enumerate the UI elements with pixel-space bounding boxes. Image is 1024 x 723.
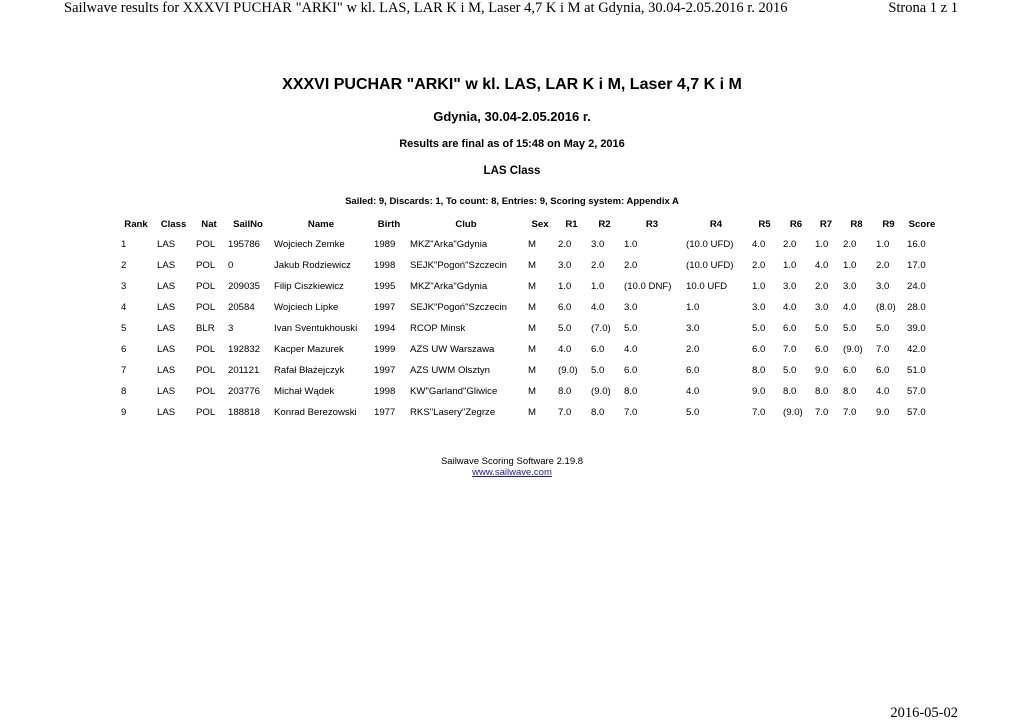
cell-r7: 1.0 [815, 239, 829, 250]
cell-r8: 1.0 [843, 260, 857, 271]
cell-name: Michał Wądek [274, 386, 335, 397]
cell-r5: 4.0 [752, 239, 766, 250]
cell-r2: (9.0) [591, 386, 611, 397]
cell-class: LAS [157, 239, 176, 250]
cell-class: LAS [157, 260, 176, 271]
cell-nat: POL [196, 260, 216, 271]
cell-r8: 2.0 [843, 239, 857, 250]
cell-club: RKS"Lasery"Zegrze [410, 407, 496, 418]
cell-r1: 2.0 [558, 239, 572, 250]
cell-r4: 10.0 UFD [686, 281, 728, 292]
cell-nat: POL [196, 302, 216, 313]
column-header-sex: Sex [531, 218, 549, 230]
table-row [118, 297, 940, 318]
cell-r2: 4.0 [591, 302, 605, 313]
cell-r3: 8.0 [624, 386, 638, 397]
cell-class: LAS [157, 323, 176, 334]
cell-r7: 8.0 [815, 386, 829, 397]
event-venue: Gdynia, 30.04-2.05.2016 r. [433, 109, 591, 124]
cell-r5: 5.0 [752, 323, 766, 334]
cell-score: 16.0 [907, 239, 926, 250]
column-header-r8: R8 [850, 218, 863, 230]
table-row [118, 318, 940, 339]
cell-r9: 7.0 [876, 344, 890, 355]
column-header-r3: R3 [645, 218, 659, 230]
cell-r8: 5.0 [843, 323, 857, 334]
cell-score: 57.0 [907, 407, 926, 418]
column-header-class: Class [160, 218, 187, 230]
cell-sex: M [528, 323, 536, 334]
cell-name: Wojciech Lipke [274, 302, 339, 313]
cell-r6: 1.0 [783, 260, 797, 271]
cell-r4: 6.0 [686, 365, 700, 376]
cell-club: RCOP Minsk [410, 323, 466, 334]
cell-score: 51.0 [907, 365, 926, 376]
cell-r2: 5.0 [591, 365, 605, 376]
cell-r3: 3.0 [624, 302, 638, 313]
cell-score: 17.0 [907, 260, 926, 271]
cell-class: LAS [157, 302, 176, 313]
cell-r4: 4.0 [686, 386, 700, 397]
cell-sex: M [528, 386, 536, 397]
cell-r3: (10.0 DNF) [624, 281, 672, 292]
cell-r4: 2.0 [686, 344, 700, 355]
cell-class: LAS [157, 281, 176, 292]
table-row [118, 255, 940, 276]
cell-r4: 3.0 [686, 323, 700, 334]
class-heading: LAS Class [483, 165, 541, 177]
cell-r6: 6.0 [783, 323, 797, 334]
cell-birth: 1997 [374, 302, 396, 313]
column-header-sailno: SailNo [233, 218, 263, 230]
cell-r9: (8.0) [876, 302, 896, 313]
column-header-r2: R2 [598, 218, 611, 230]
cell-r3: 2.0 [624, 260, 638, 271]
cell-score: 28.0 [907, 302, 926, 313]
column-header-score: Score [908, 218, 936, 230]
table-row [118, 381, 940, 402]
cell-r2: 1.0 [591, 281, 605, 292]
cell-sailno: 192832 [228, 344, 261, 355]
cell-rank: 2 [121, 260, 127, 271]
cell-name: Jakub Rodziewicz [274, 260, 351, 271]
cell-r9: 1.0 [876, 239, 890, 250]
cell-r2: 6.0 [591, 344, 605, 355]
software-credit: Sailwave Scoring Software 2.19.8 [440, 456, 584, 467]
cell-r8: 4.0 [843, 302, 857, 313]
table-row [118, 234, 940, 255]
cell-birth: 1994 [374, 323, 396, 334]
cell-r1: 5.0 [558, 323, 572, 334]
cell-r5: 3.0 [752, 302, 766, 313]
cell-r3: 7.0 [624, 407, 638, 418]
cell-r9: 6.0 [876, 365, 890, 376]
cell-club: MKZ"Arka"Gdynia [410, 281, 488, 292]
cell-r8: (9.0) [843, 344, 863, 355]
cell-club: SEJK"Pogoń"Szczecin [410, 302, 507, 313]
cell-sailno: 0 [228, 260, 234, 271]
cell-r2: 8.0 [591, 407, 605, 418]
cell-rank: 8 [121, 386, 127, 397]
cell-r1: (9.0) [558, 365, 578, 376]
results-table [118, 214, 940, 423]
cell-r9: 4.0 [876, 386, 890, 397]
cell-r7: 5.0 [815, 323, 829, 334]
cell-class: LAS [157, 344, 176, 355]
cell-r4: 5.0 [686, 407, 700, 418]
cell-birth: 1995 [374, 281, 396, 292]
column-header-r7: R7 [819, 218, 833, 230]
sailwave-link[interactable]: www.sailwave.com [472, 467, 552, 478]
cell-sailno: 203776 [228, 386, 261, 397]
cell-r1: 1.0 [558, 281, 572, 292]
cell-sex: M [528, 302, 536, 313]
column-header-r6: R6 [789, 218, 803, 230]
cell-r5: 1.0 [752, 281, 766, 292]
cell-birth: 1989 [374, 239, 396, 250]
cell-sailno: 188818 [228, 407, 261, 418]
cell-r6: 7.0 [783, 344, 797, 355]
cell-score: 39.0 [907, 323, 926, 334]
column-header-r1: R1 [565, 218, 578, 230]
column-header-name: Name [307, 218, 335, 230]
cell-r5: 8.0 [752, 365, 766, 376]
cell-sex: M [528, 239, 536, 250]
cell-r7: 4.0 [815, 260, 829, 271]
cell-sailno: 20584 [228, 302, 255, 313]
cell-sailno: 3 [228, 323, 234, 334]
cell-sex: M [528, 281, 536, 292]
cell-r2: 3.0 [591, 239, 605, 250]
cell-r6: 8.0 [783, 386, 797, 397]
cell-name: Konrad Berezowski [274, 407, 357, 418]
cell-r3: 6.0 [624, 365, 638, 376]
column-header-birth: Birth [377, 218, 401, 230]
table-header-row [118, 214, 940, 234]
cell-sailno: 201121 [228, 365, 260, 376]
cell-name: Wojciech Zemke [274, 239, 345, 250]
cell-r4: (10.0 UFD) [686, 239, 734, 250]
table-row [118, 402, 940, 423]
cell-club: AZS UWM Olsztyn [410, 365, 490, 376]
cell-name: Kacper Mazurek [274, 344, 344, 355]
cell-nat: POL [196, 344, 216, 355]
cell-r9: 3.0 [876, 281, 890, 292]
cell-r9: 5.0 [876, 323, 890, 334]
table-row [118, 339, 940, 360]
cell-nat: POL [196, 386, 216, 397]
cell-r8: 6.0 [843, 365, 857, 376]
cell-r7: 3.0 [815, 302, 829, 313]
cell-nat: BLR [196, 323, 215, 334]
cell-rank: 3 [121, 281, 127, 292]
cell-r5: 2.0 [752, 260, 766, 271]
cell-r3: 4.0 [624, 344, 638, 355]
cell-nat: POL [196, 239, 216, 250]
scoring-summary: Sailed: 9, Discards: 1, To count: 8, Entries: 9, Scoring system: Appendix A [345, 196, 679, 207]
cell-birth: 1999 [374, 344, 396, 355]
column-header-r5: R5 [758, 218, 771, 230]
cell-r9: 9.0 [876, 407, 890, 418]
cell-r6: 4.0 [783, 302, 797, 313]
cell-class: LAS [157, 365, 176, 376]
cell-r1: 3.0 [558, 260, 572, 271]
cell-r5: 9.0 [752, 386, 766, 397]
cell-class: LAS [157, 407, 176, 418]
cell-r9: 2.0 [876, 260, 890, 271]
cell-r4: 1.0 [686, 302, 700, 313]
cell-r6: 3.0 [783, 281, 797, 292]
cell-score: 42.0 [907, 344, 926, 355]
cell-name: Rafał Błażejczyk [274, 365, 345, 376]
cell-r6: (9.0) [783, 407, 803, 418]
cell-r8: 8.0 [843, 386, 857, 397]
cell-r5: 6.0 [752, 344, 766, 355]
cell-r1: 7.0 [558, 407, 572, 418]
table-row [118, 360, 940, 381]
cell-r7: 2.0 [815, 281, 829, 292]
cell-birth: 1998 [374, 260, 396, 271]
cell-sex: M [528, 407, 536, 418]
cell-r1: 8.0 [558, 386, 572, 397]
print-date: 2016-05-02 [890, 705, 958, 721]
cell-r1: 6.0 [558, 302, 572, 313]
cell-nat: POL [196, 365, 216, 376]
cell-club: AZS UW Warszawa [410, 344, 495, 355]
cell-r7: 9.0 [815, 365, 829, 376]
table-row [118, 276, 940, 297]
cell-sailno: 195786 [228, 239, 261, 250]
cell-rank: 5 [121, 323, 127, 334]
cell-score: 24.0 [907, 281, 926, 292]
cell-name: Filip Ciszkiewicz [274, 281, 344, 292]
cell-rank: 7 [121, 365, 127, 376]
cell-rank: 9 [121, 407, 127, 418]
cell-rank: 4 [121, 302, 127, 313]
cell-rank: 1 [121, 239, 127, 250]
results-final-note: Results are final as of 15:48 on May 2, 2016 [399, 138, 625, 150]
cell-club: SEJK"Pogoń"Szczecin [410, 260, 507, 271]
cell-club: MKZ"Arka"Gdynia [410, 239, 488, 250]
cell-birth: 1997 [374, 365, 396, 376]
cell-r1: 4.0 [558, 344, 572, 355]
cell-nat: POL [196, 281, 216, 292]
cell-r7: 7.0 [815, 407, 829, 418]
cell-r3: 1.0 [624, 239, 638, 250]
cell-birth: 1998 [374, 386, 396, 397]
cell-sex: M [528, 260, 536, 271]
column-header-r9: R9 [882, 218, 895, 230]
column-header-club: Club [455, 218, 477, 230]
cell-club: KW"Garland"Gliwice [410, 386, 498, 397]
column-header-rank: Rank [124, 218, 148, 230]
cell-score: 57.0 [907, 386, 926, 397]
cell-r2: 2.0 [591, 260, 605, 271]
cell-r8: 3.0 [843, 281, 857, 292]
cell-r7: 6.0 [815, 344, 829, 355]
event-title: XXXVI PUCHAR "ARKI" w kl. LAS, LAR K i M, Laser 4,7 K i M [282, 76, 742, 93]
page-header-title: Sailwave results for XXXVI PUCHAR "ARKI" w kl. LAS, LAR K i M, Laser 4,7 K i M at Gdynia, 30.04-2.05.2016 r. 2016 [64, 0, 788, 16]
column-header-r4: R4 [709, 218, 723, 230]
cell-r8: 7.0 [843, 407, 857, 418]
column-header-nat: Nat [201, 218, 217, 230]
cell-sex: M [528, 365, 536, 376]
cell-r6: 5.0 [783, 365, 797, 376]
cell-r3: 5.0 [624, 323, 638, 334]
cell-rank: 6 [121, 344, 127, 355]
cell-r4: (10.0 UFD) [686, 260, 734, 271]
cell-birth: 1977 [374, 407, 396, 418]
cell-name: Ivan Sventukhouski [274, 323, 358, 334]
cell-class: LAS [157, 386, 176, 397]
page-number: Strona 1 z 1 [888, 0, 958, 16]
cell-r2: (7.0) [591, 323, 611, 334]
cell-r6: 2.0 [783, 239, 797, 250]
cell-r5: 7.0 [752, 407, 766, 418]
cell-sex: M [528, 344, 536, 355]
cell-nat: POL [196, 407, 216, 418]
cell-sailno: 209035 [228, 281, 261, 292]
